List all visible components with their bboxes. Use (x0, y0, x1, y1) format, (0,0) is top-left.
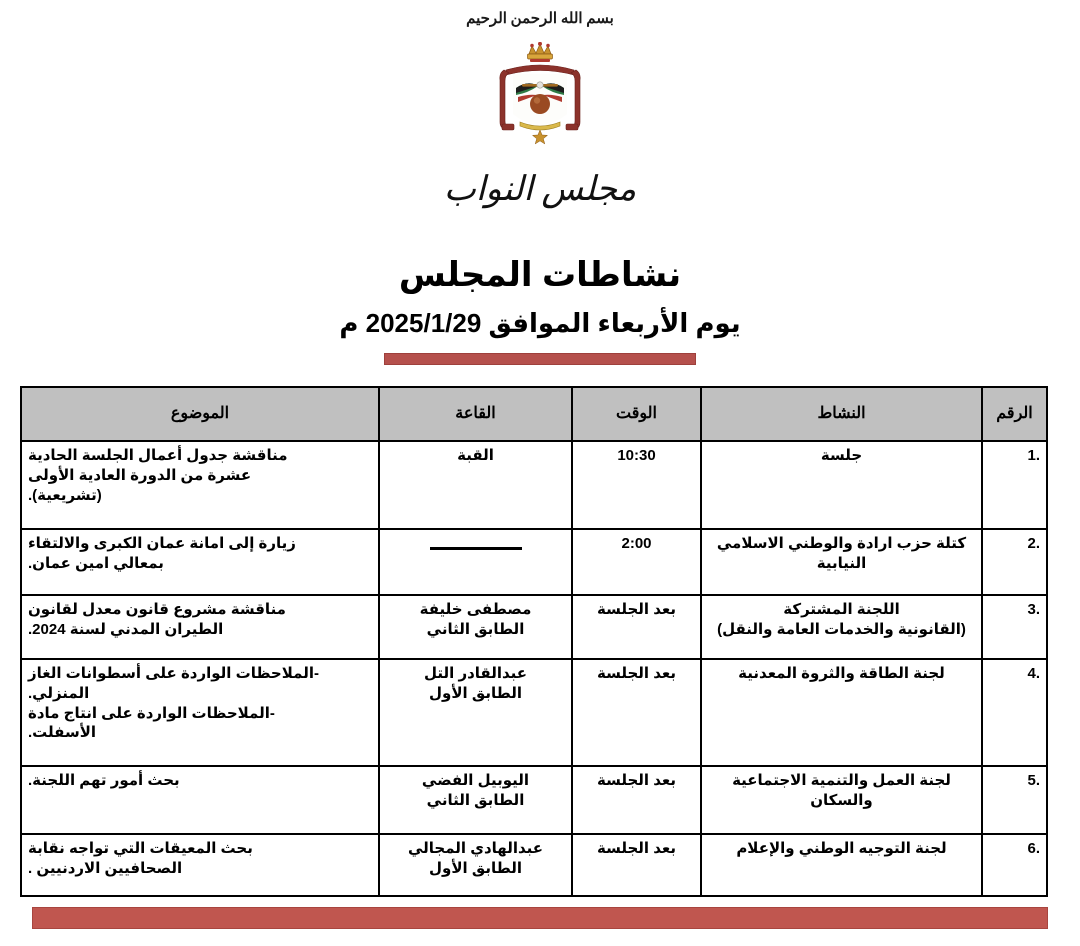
hall-empty-dash (430, 538, 522, 550)
row-number-cell: 6. (982, 834, 1047, 896)
cell-line: الطابق الأول (429, 684, 522, 702)
basmala-text: بسم الله الرحمن الرحيم (466, 11, 614, 27)
cell-line: القبة (457, 447, 494, 464)
table-row (21, 766, 1047, 834)
cell-line: الطابق الثاني (426, 791, 525, 809)
row-activity-cell (701, 529, 982, 595)
document-header (0, 0, 1080, 365)
footer-bar (32, 907, 1048, 929)
row-subject-cell (21, 441, 379, 529)
jordan-coat-of-arms-icon (480, 42, 600, 152)
cell-line: اليوبيل الفضي (421, 772, 530, 789)
cell-line: والسكان (810, 791, 873, 809)
row-number-cell: 1. (982, 441, 1047, 529)
column-header-number: الرقم (982, 387, 1047, 441)
cell-line: الصحافيين الاردنيين . (28, 859, 183, 877)
row-time-cell: بعد الجلسة (572, 834, 701, 896)
cell-line: الطابق الأول (429, 859, 522, 877)
row-time-cell: بعد الجلسة (572, 659, 701, 766)
row-activity-cell (701, 595, 982, 659)
table-row (21, 441, 1047, 529)
cell-line: كتلة حزب ارادة والوطني الاسلامي (716, 535, 967, 552)
row-subject-cell (21, 595, 379, 659)
row-subject-cell (21, 834, 379, 896)
activities-table (20, 386, 1048, 897)
cell-line: زيارة إلى امانة عمان الكبرى والالتقاء (28, 535, 296, 552)
table-row (21, 595, 1047, 659)
column-header-activity: النشاط (701, 387, 982, 441)
row-hall-cell (379, 441, 572, 529)
cell-line: لجنة العمل والتنمية الاجتماعية (732, 772, 951, 789)
cell-line: بحث أمور تهم اللجنة. (28, 772, 180, 789)
table-row (21, 834, 1047, 896)
row-hall-cell (379, 659, 572, 766)
row-activity-cell (701, 834, 982, 896)
cell-line: بحث المعيقات التي تواجه نقابة (28, 840, 253, 857)
column-header-time: الوقت (572, 387, 701, 441)
column-header-hall: القاعة (379, 387, 572, 441)
row-time-cell: 2:00 (572, 529, 701, 595)
cell-line: عبدالقادر التل (423, 665, 528, 682)
page-subtitle: يوم الأربعاء الموافق 2025/1/29 م (339, 307, 741, 338)
table-row (21, 659, 1047, 766)
cell-line: (القانونية والخدمات العامة والنقل) (717, 620, 966, 638)
row-activity-cell (701, 659, 982, 766)
title-underline-bar (384, 353, 696, 365)
table-header-row (21, 387, 1047, 441)
cell-line: الطيران المدني لسنة 2024. (28, 620, 224, 638)
row-time-cell: بعد الجلسة (572, 766, 701, 834)
cell-line: لجنة الطاقة والثروة المعدنية (738, 665, 945, 682)
council-name-calligraphy (440, 154, 640, 218)
row-number-cell: 5. (982, 766, 1047, 834)
activities-table-body (21, 441, 1047, 896)
cell-line: الأسفلت. (28, 724, 97, 742)
row-time-cell: بعد الجلسة (572, 595, 701, 659)
cell-line: النيابية (816, 554, 867, 572)
row-subject-cell (21, 529, 379, 595)
row-hall-cell (379, 529, 572, 595)
row-subject-cell (21, 766, 379, 834)
row-number-cell: 4. (982, 659, 1047, 766)
cell-line: -الملاحظات الواردة على انتاج مادة (28, 704, 275, 722)
cell-line: (تشريعية). (28, 486, 102, 504)
row-number-cell: 3. (982, 595, 1047, 659)
row-hall-cell (379, 766, 572, 834)
column-header-subject: الموضوع (21, 387, 379, 441)
cell-line: عبدالهادي المجالي (407, 840, 544, 857)
cell-line: مناقشة جدول أعمال الجلسة الحادية (28, 447, 288, 464)
cell-line: مصطفى خليفة (419, 601, 532, 618)
cell-line: المنزلي. (28, 684, 90, 702)
council-name-text: مجلس النواب (443, 171, 637, 208)
table-row (21, 529, 1047, 595)
cell-line: جلسة (820, 447, 863, 464)
cell-line: مناقشة مشروع قانون معدل لقانون (28, 601, 286, 618)
row-activity-cell (701, 766, 982, 834)
cell-line: الطابق الثاني (426, 620, 525, 638)
cell-line: بمعالي امين عمان. (28, 554, 164, 572)
row-time-cell: 10:30 (572, 441, 701, 529)
row-number-cell: 2. (982, 529, 1047, 595)
row-hall-cell (379, 834, 572, 896)
activities-table-wrapper (22, 386, 1048, 897)
row-hall-cell (379, 595, 572, 659)
cell-line: اللجنة المشتركة (783, 601, 900, 618)
cell-line: عشرة من الدورة العادية الأولى (28, 466, 252, 484)
row-subject-cell (21, 659, 379, 766)
cell-line: -الملاحظات الواردة على أسطوانات الغاز (28, 665, 319, 682)
page-title: نشاطات المجلس (398, 256, 682, 294)
row-activity-cell (701, 441, 982, 529)
cell-line: لجنة التوجيه الوطني والإعلام (736, 840, 947, 857)
